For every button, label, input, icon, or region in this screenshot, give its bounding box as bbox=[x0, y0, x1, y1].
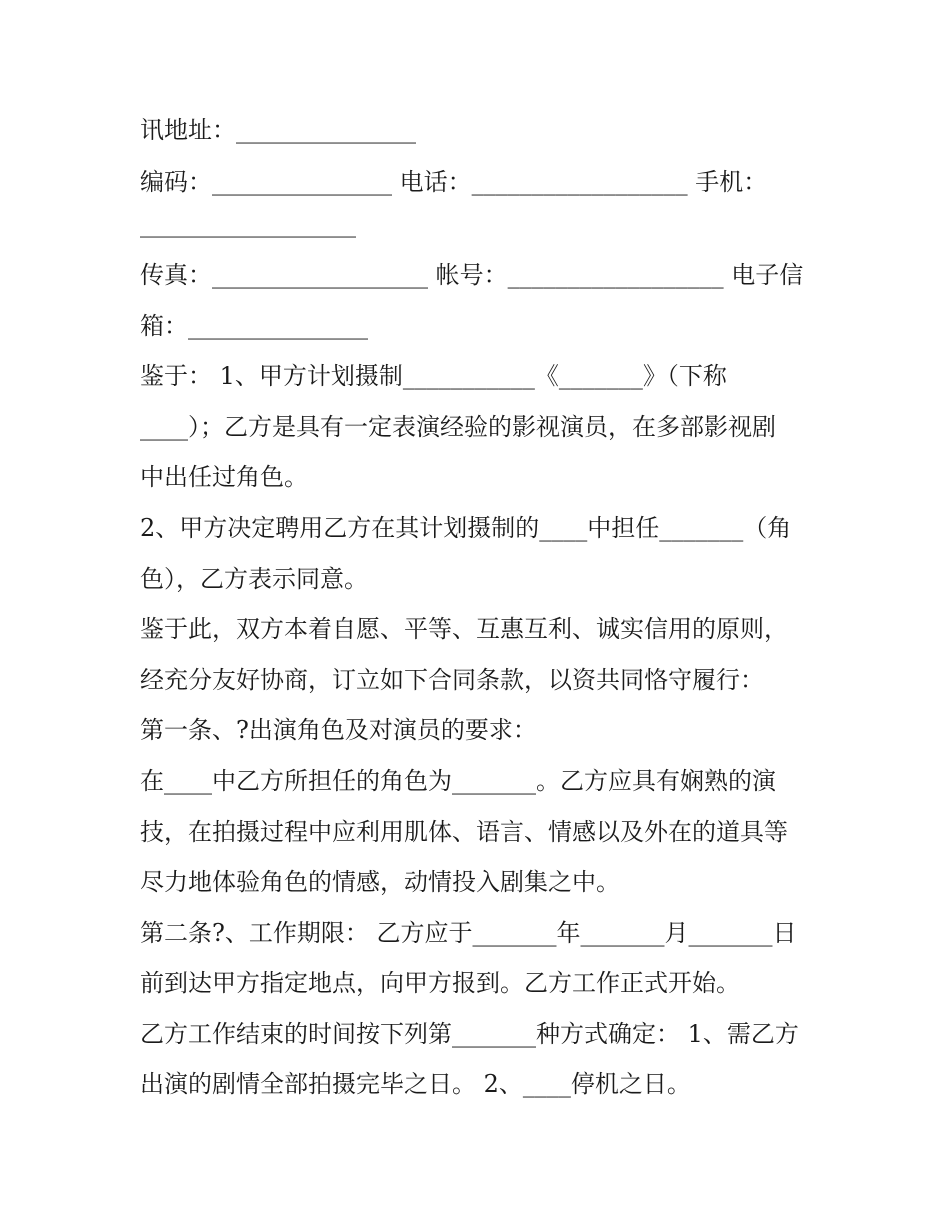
mobile-blank-line: __________________ bbox=[140, 210, 356, 238]
postcode-phone-line: 编码：_______________ 电话：__________________ 手机： bbox=[140, 168, 768, 196]
principles-line-2: 经充分友好协商，订立如下合同条款，以资共同恪守履行： bbox=[140, 666, 764, 694]
article-1-line-3: 尽力地体验角色的情感，动情投入剧集之中。 bbox=[140, 868, 620, 896]
article-1-line-1: 在____中乙方所担任的角色为_______。乙方应具有娴熟的演 bbox=[140, 767, 776, 795]
whereas-clause-line-2: ____）；乙方是具有一定表演经验的影视演员，在多部影视剧 bbox=[140, 413, 776, 441]
article-2-line-1: 第二条?、工作期限： 乙方应于_______年_______月_______日 bbox=[140, 919, 797, 947]
whereas-clause-line-1: 鉴于： 1、甲方计划摄制___________《_______》（下称 bbox=[140, 362, 727, 390]
article-2-line-4: 出演的剧情全部拍摄完毕之日。 2、____停机之日。 bbox=[140, 1070, 691, 1098]
whereas-clause-line-3: 中出任过角色。 bbox=[140, 463, 308, 491]
whereas-clause-2-line-1: 2、甲方决定聘用乙方在其计划摄制的____中担任_______（角 bbox=[140, 514, 792, 542]
fax-account-line: 传真：__________________ 帐号：__________________ 电子信 bbox=[140, 261, 804, 289]
principles-line-1: 鉴于此，双方本着自愿、平等、互惠互利、诚实信用的原则， bbox=[140, 615, 788, 643]
article-2-line-3: 乙方工作结束的时间按下列第_______种方式确定： 1、需乙方 bbox=[140, 1020, 799, 1048]
article-1-heading: 第一条、?出演角色及对演员的要求： bbox=[140, 716, 537, 744]
email-line: 箱：_______________ bbox=[140, 312, 368, 340]
article-1-line-2: 技，在拍摄过程中应利用肌体、语言、情感以及外在的道具等 bbox=[140, 818, 788, 846]
whereas-clause-2-line-2: 色），乙方表示同意。 bbox=[140, 565, 368, 593]
address-line: 讯地址：_______________ bbox=[140, 116, 416, 144]
article-2-line-2: 前到达甲方指定地点，向甲方报到。乙方工作正式开始。 bbox=[140, 969, 740, 997]
